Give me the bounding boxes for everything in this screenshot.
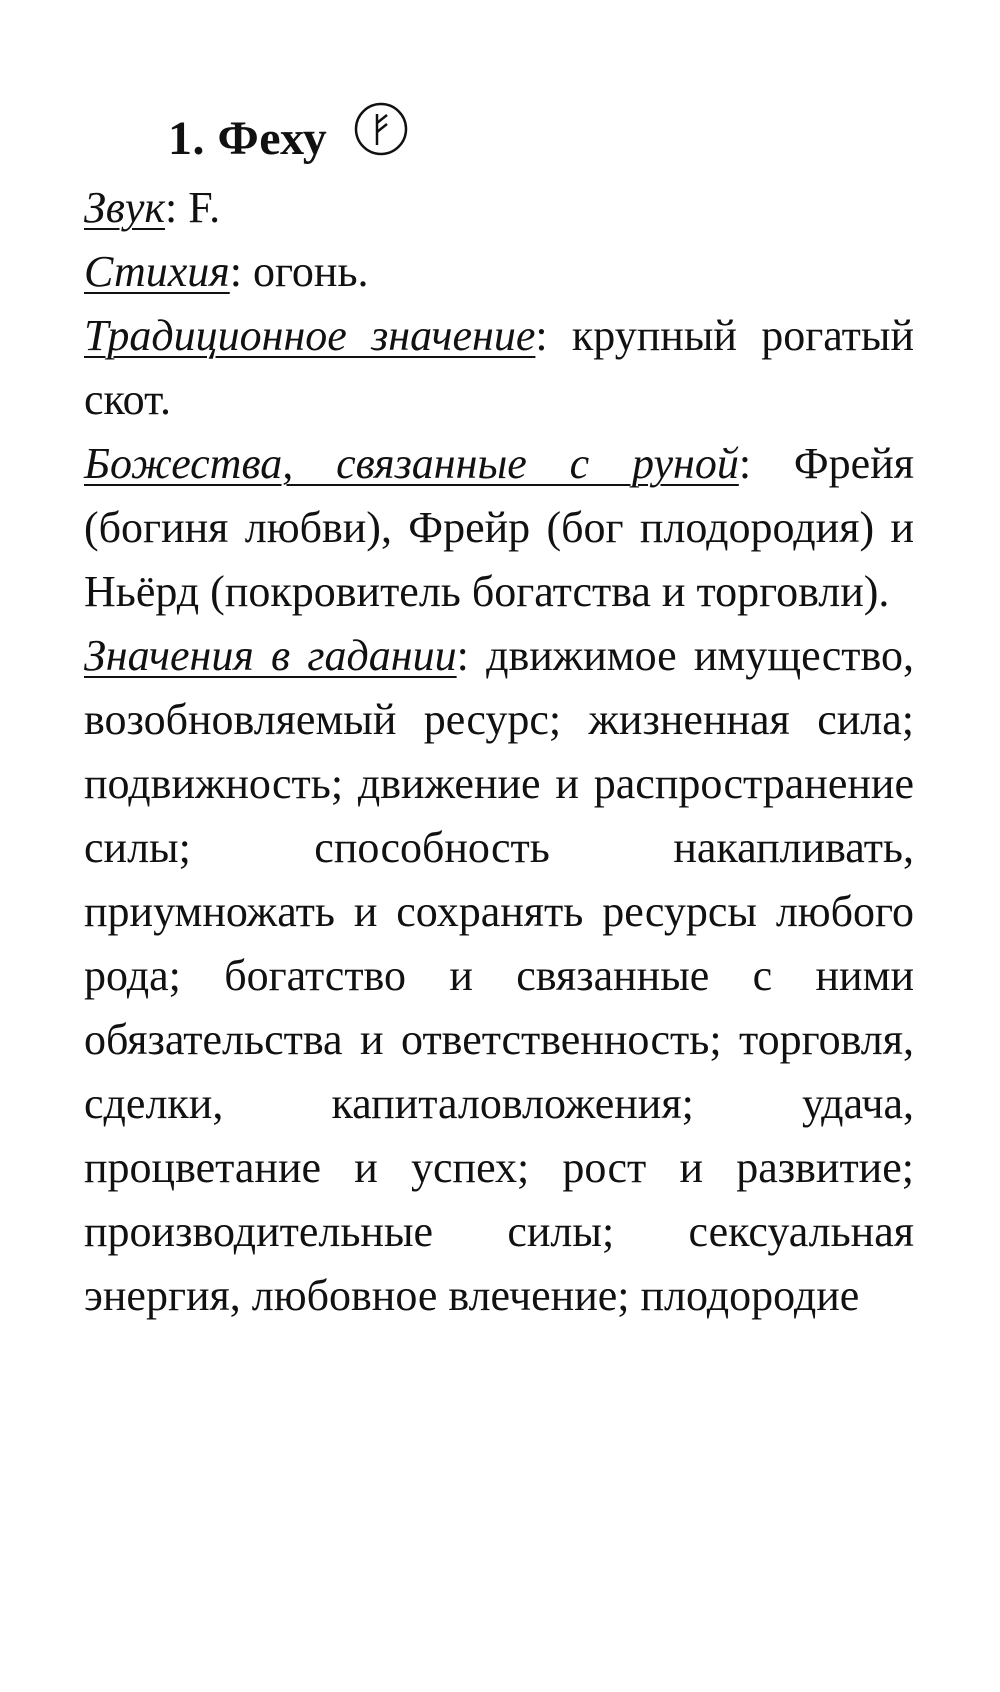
deities-value: : Фрейя (богиня любви), Фрейр (бог плодородия) и Ньёрд (покровитель богатства и торговли). [84,439,914,616]
element-label: Стихия [84,247,230,296]
sound-entry [84,176,914,240]
sound-value: : F. [165,183,221,232]
deities-entry [84,432,914,624]
deities-label: Божества, связанные с руной [84,439,739,488]
fehu-rune-icon [353,101,409,157]
rune-title: 1. Феху [168,111,328,165]
divination-entry [84,624,914,1328]
document-page [84,100,914,1328]
sound-label: Звук [84,183,165,232]
divination-label: Значения в гадании [84,631,457,680]
element-entry [84,240,914,304]
rune-heading [84,100,914,176]
traditional-value: : крупный рогатый скот. [84,311,914,424]
divination-value: : движимое имущество, возобновляемый ресурс; жизненная сила; подвижность; движение и распространение силы; способность накапливать, приумножать и сохранять ресурсы любого рода; богатство и связанные с ними обязательства и ответственность; торговля, сделки, капиталовложения; удача, процветание и успех; рост и развитие; производительные силы; сексуальная энергия, любовное влечение; плодородие [84,631,915,1320]
element-value: : огонь. [229,247,369,296]
traditional-entry [84,304,914,432]
traditional-label: Традиционное значение [84,311,536,360]
